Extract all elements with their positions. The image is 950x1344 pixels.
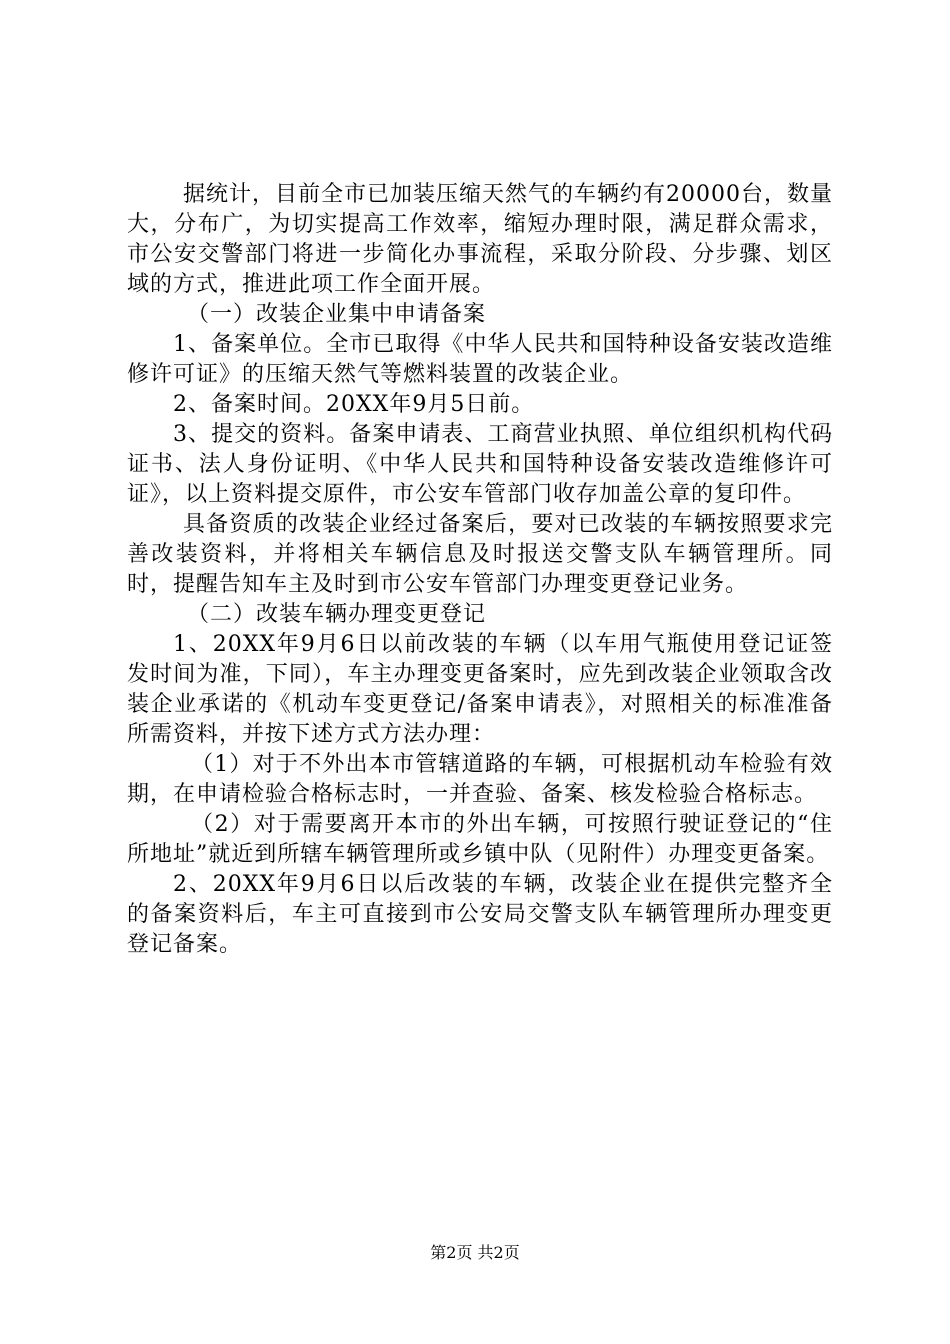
paragraph-intro: 据统计，目前全市已加装压缩天然气的车辆约有20000台，数量大，分布广，为切实提高工作效率，缩短办理时限，满足群众需求，市公安交警部门将进一步简化办事流程，采取分阶段、分步骤、划区域的方式，推进此项工作全面开展。 bbox=[127, 182, 833, 297]
paragraph-sub-1: （1）对于不外出本市管辖道路的车辆，可根据机动车检验有效期，在申请检验合格标志时，一并查验、备案、核发检验合格标志。 bbox=[127, 752, 833, 807]
document-body bbox=[127, 180, 833, 960]
paragraph-before-date: 1、20XX年9月6日以前改装的车辆（以车用气瓶使用登记证签发时间为准，下同），车主办理变更备案时，应先到改装企业领取含改装企业承诺的《机动车变更登记/备案申请表》，对照相关的标准准备所需资料，并按下述方式方法办理： bbox=[127, 632, 833, 747]
paragraph-item-1: 1、备案单位。全市已取得《中华人民共和国特种设备安装改造维修许可证》的压缩天然气等燃料装置的改装企业。 bbox=[127, 332, 833, 387]
section-heading-2: （二）改装车辆办理变更登记 bbox=[187, 602, 487, 627]
page-number-footer: 第2页 共2页 bbox=[430, 1243, 520, 1262]
paragraph-item-3: 3、提交的资料。备案申请表、工商营业执照、单位组织机构代码证书、法人身份证明、《中华人民共和国特种设备安装改造维修许可证》，以上资料提交原件，市公安车管部门收存加盖公章的复印件。 bbox=[127, 422, 833, 507]
paragraph-qualified: 具备资质的改装企业经过备案后，要对已改装的车辆按照要求完善改装资料，并将相关车辆信息及时报送交警支队车辆管理所。同时，提醒告知车主及时到市公安车管部门办理变更登记业务。 bbox=[127, 512, 833, 597]
section-heading-1: （一）改装企业集中申请备案 bbox=[187, 302, 487, 327]
paragraph-after-date: 2、20XX年9月6日以后改装的车辆，改装企业在提供完整齐全的备案资料后，车主可直接到市公安局交警支队车辆管理所办理变更登记备案。 bbox=[127, 872, 833, 957]
paragraph-item-2: 2、备案时间。20XX年9月5日前。 bbox=[173, 392, 535, 417]
paragraph-sub-2: （2）对于需要离开本市的外出车辆，可按照行驶证登记的“住所地址”就近到所辖车辆管理所或乡镇中队（见附件）办理变更备案。 bbox=[127, 812, 833, 867]
